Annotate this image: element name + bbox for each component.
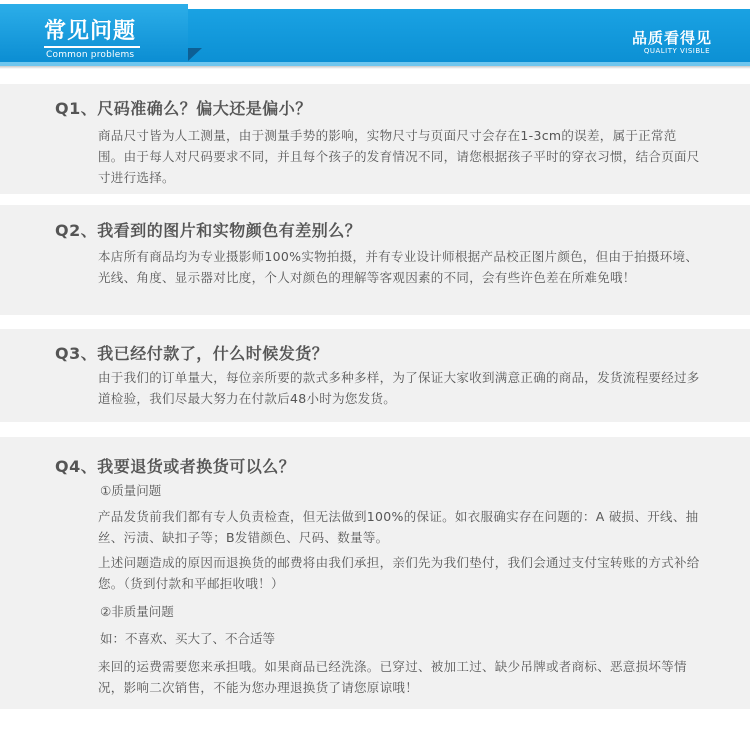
faq-item-q2 (0, 205, 750, 315)
quality-issue-text: 产品发货前我们都有专人负责检查，但无法做到100%的保证。如衣服确实存在问题的：A 破损、开线、抽丝、污渍、缺扣子等；B发错颜色、尺码、数量等。 (98, 509, 699, 545)
nonquality-issue-example: 如：不喜欢、买大了、不合适等 (100, 631, 276, 646)
page-header (0, 0, 750, 70)
faq-answer: 商品尺寸皆为人工测量，由于测量手势的影响，实物尺寸与页面尺寸会存在1-3cm的误差，属于正常范围。由于每人对尺码要求不同，并且每个孩子的发育情况不同，请您根据孩子平时的穿衣习惯，结合页面尺寸进行选择。 (98, 128, 700, 185)
faq-question: Q4、我要退货或者换货可以么？ (55, 457, 296, 476)
quality-slogan: 品质看得见 (631, 29, 712, 47)
quality-issue-heading: ①质量问题 (100, 483, 162, 498)
header-tab-fold (188, 48, 202, 61)
faq-question: Q2、我看到的图片和实物颜色有差别么？ (55, 221, 362, 240)
page-subtitle: Common problems (46, 50, 135, 60)
nonquality-issue-heading: ②非质量问题 (100, 604, 174, 619)
faq-answer: 由于我们的订单量大，每位亲所要的款式多种多样，为了保证大家收到满意正确的商品，发货流程要经过多道检验，我们尽最大努力在付款后48小时为您发货。 (98, 370, 700, 406)
quality-slogan-sub: QUALITY VISIBLE (643, 47, 710, 55)
page-title: 常见问题 (44, 14, 140, 48)
faq-item-q4 (0, 437, 750, 709)
quality-issue-refund-text: 上述问题造成的原因而退换货的邮费将由我们承担，亲们先为我们垫付，我们会通过支付宝转账的方式补给您。（货到付款和平邮拒收哦！） (98, 555, 700, 591)
header-shadow (0, 66, 750, 69)
nonquality-issue-text: 来回的运费需要您来承担哦。如果商品已经洗涤。已穿过、被加工过、缺少吊牌或者商标、恶意损坏等情况，影响二次销售，不能为您办理退换货了请您原谅哦！ (98, 659, 687, 695)
faq-item-q1 (0, 84, 750, 194)
faq-answer: 本店所有商品均为专业摄影师100%实物拍摄，并有专业设计师根据产品校正图片颜色，但由于拍摄环境、光线、角度、显示器对比度，个人对颜色的理解等客观因素的不同，会有些许色差在所难免哦！ (98, 249, 699, 285)
faq-item-q3 (0, 329, 750, 422)
faq-question: Q3、我已经付款了，什么时候发货？ (55, 344, 329, 363)
faq-question: Q1、尺码准确么？偏大还是偏小？ (55, 99, 312, 118)
